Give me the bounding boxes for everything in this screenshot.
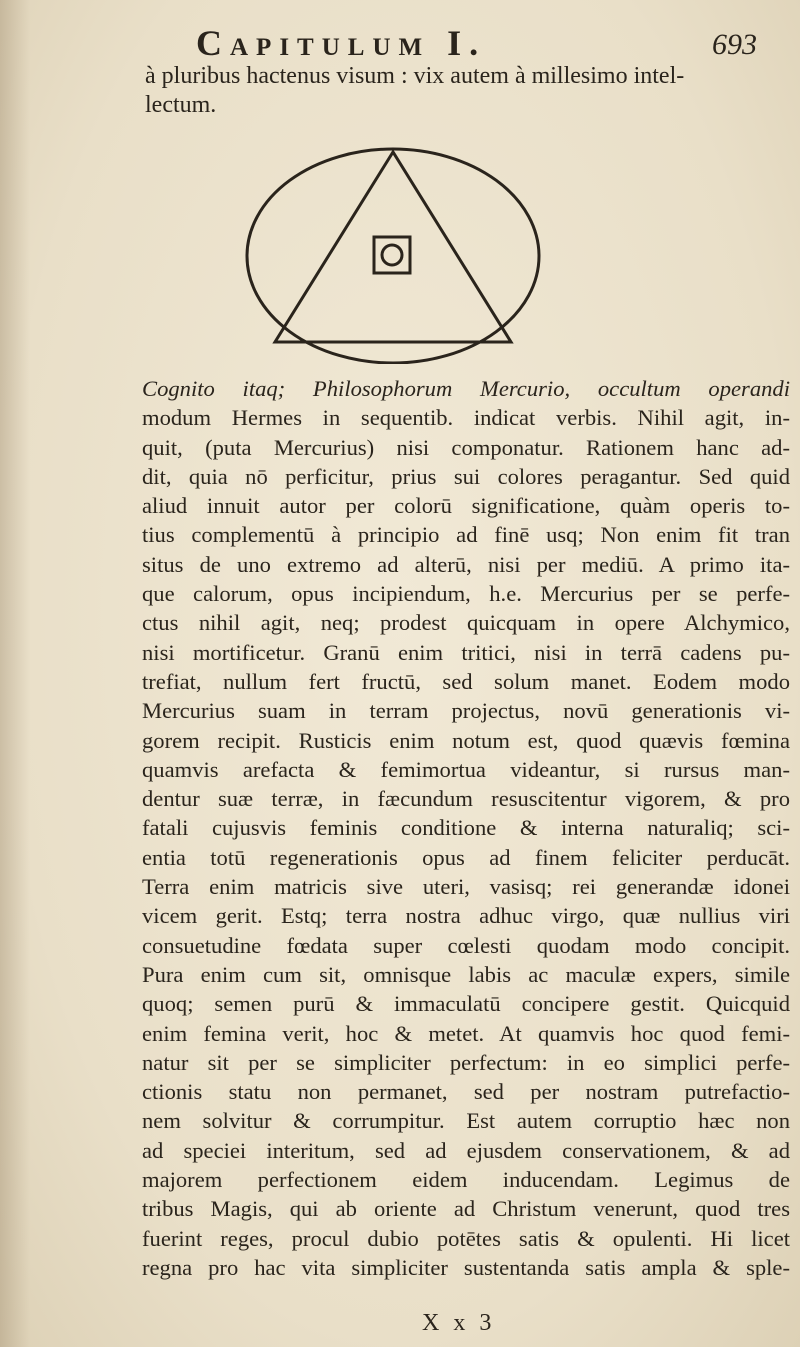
text-line: consuetudine fœdata super cœlesti quodam modo concipit. xyxy=(142,932,790,958)
figure-inner-circle xyxy=(382,245,402,265)
text-line: quoq; semen purū & immaculatū concipere gestit. Quicquid xyxy=(142,991,790,1017)
text-line: natur sit per se simpliciter perfectum: in eo simplici perfe- xyxy=(142,1049,790,1075)
text-line: à pluribus hactenus visum : vix autem à millesimo intel- xyxy=(145,63,685,89)
text-line: nisi mortificetur. Granū enim tritici, nisi in terrā cadens pu- xyxy=(142,639,790,665)
text-line: fuerint reges, procul dubio potētes satis & opulenti. Hi licet xyxy=(142,1225,790,1251)
page-header xyxy=(0,22,800,62)
text-line: Mercurius suam in terram projectus, novū generationis vi- xyxy=(142,698,790,724)
spine-shadow xyxy=(0,0,30,1347)
intro-text xyxy=(145,62,765,120)
text-line: situs de uno extremo ad alterū, nisi per mediū. A primo ita- xyxy=(142,551,790,577)
text-line: entia totū regenerationis opus ad finem feliciter perducāt. xyxy=(142,844,790,870)
text-line: Pura enim cum sit, omnisque labis ac maculæ expers, simile xyxy=(142,961,790,987)
text-line: ctionis statu non permanet, sed per nostram putrefactio- xyxy=(142,1079,790,1105)
text-line: Terra enim matricis sive uteri, vasisq; rei generandæ idonei xyxy=(142,874,790,900)
body-text xyxy=(142,374,790,1282)
text-line: dit, quia nō perficitur, prius sui colores peragantur. Sed quid xyxy=(142,463,790,489)
text-line: quamvis arefacta & femimortua videantur, si rursus man- xyxy=(142,756,790,782)
figure-square xyxy=(374,237,410,273)
text-line: trefiat, nullum fert fructū, sed solum manet. Eodem modo xyxy=(142,668,790,694)
figure-circle xyxy=(247,149,539,363)
text-line: gorem recipit. Rusticis enim notum est, quod quævis fœmina xyxy=(142,727,790,753)
alchemical-figure xyxy=(225,142,561,364)
text-line: lectum. xyxy=(145,92,217,118)
text-line: vicem gerit. Estq; terra nostra adhuc virgo, quæ nullius viri xyxy=(142,903,790,929)
text-line: majorem perfectionem eidem inducendam. Legimus de xyxy=(142,1167,790,1193)
text-line: ctus nihil agit, neq; prodest quicquam in opere Alchymico, xyxy=(142,610,790,636)
text-line: enim femina verit, hoc & metet. At quamvis hoc quod femi- xyxy=(142,1020,790,1046)
text-line: modum Hermes in sequentib. indicat verbis. Nihil agit, in- xyxy=(142,405,790,431)
text-line: aliud innuit autor per colorū significatione, quàm operis to- xyxy=(142,493,790,519)
page-number: 693 xyxy=(712,28,757,61)
text-line: quit, (puta Mercurius) nisi componatur. Rationem hanc ad- xyxy=(142,434,790,460)
text-line: tius complementū à principio ad finē usq; Non enim fit tran xyxy=(142,522,790,548)
text-line: que calorum, opus incipiendum, h.e. Mercurius per se perfe- xyxy=(142,581,790,607)
text-line: dentur suæ terræ, in fæcundum resuscitentur vigorem, & pro xyxy=(142,786,790,812)
running-title: Capitulum I. xyxy=(196,23,487,63)
text-line: tribus Magis, qui ab oriente ad Christum venerunt, quod tres xyxy=(142,1196,790,1222)
text-line: regna pro hac vita simpliciter sustentanda satis ampla & sple- xyxy=(142,1254,790,1280)
text-line: ad speciei interitum, sed ad ejusdem conservationem, & ad xyxy=(142,1137,790,1163)
catchword-signature: X x 3 xyxy=(422,1310,496,1336)
text-line: Cognito itaq; Philosophorum Mercurio, occultum operandi xyxy=(142,376,790,401)
text-line: nem solvitur & corrumpitur. Est autem corruptio hæc non xyxy=(142,1108,790,1134)
figure-triangle xyxy=(275,152,511,342)
text-line: fatali cujusvis feminis conditione & interna naturaliq; sci- xyxy=(142,815,790,841)
